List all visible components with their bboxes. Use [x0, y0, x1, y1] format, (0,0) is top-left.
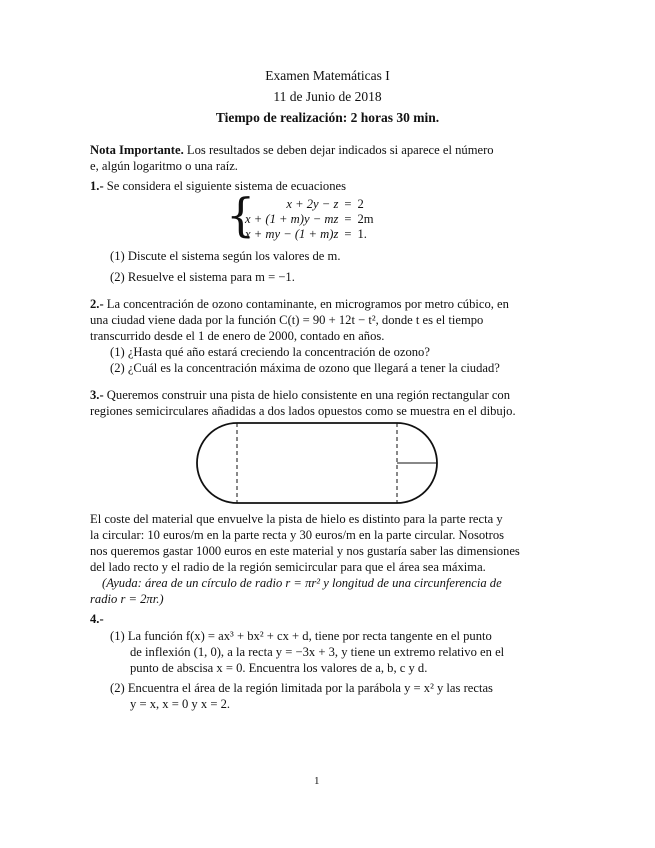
- item-text: ¿Hasta qué año estará creciendo la concentración de ozono?: [127, 345, 430, 359]
- q4-item-1-line-3: punto de abscisa x = 0. Encuentra los valores de a, b, c y d.: [130, 661, 428, 675]
- exam-title: Examen Matemáticas I: [265, 68, 390, 83]
- q2-line-3: transcurrido desde el 1 de enero de 2000, contado en años.: [90, 329, 385, 343]
- q3-line-2: regiones semicirculares añadidas a dos lados opuestos como se muestra en el dibujo.: [90, 404, 516, 418]
- item-text: Discute el sistema según los valores de m.: [127, 249, 341, 263]
- q4-item-2: [110, 680, 493, 697]
- equation-rel: =: [344, 227, 352, 241]
- item-number: (1): [110, 345, 125, 359]
- equation-lhs: x + (1 + m)y − mz: [245, 212, 339, 226]
- equation-rel: =: [344, 212, 352, 226]
- item-number: (1): [110, 629, 125, 643]
- item-number: (2): [110, 361, 125, 375]
- q3-para-1: El coste del material que envuelve la pista de hielo es distinto para la parte recta y: [90, 512, 503, 526]
- equation-lhs: x + my − (1 + m)z: [245, 227, 339, 241]
- item-number: (1): [110, 249, 125, 263]
- q4-item-2-line-2: y = x, x = 0 y x = 2.: [130, 697, 231, 711]
- q3-para-3: nos queremos gastar 1000 euros en este material y nos gustaría saber las dimensiones: [90, 544, 520, 558]
- q4-item-1-line-2: de inflexión (1, 0), a la recta y = −3x + 3, y tiene un extremo relativo en el: [130, 645, 505, 659]
- q1-intro-text: Se considera el siguiente sistema de ecuaciones: [106, 179, 346, 193]
- exam-duration: Tiempo de realización: 2 horas 30 min.: [215, 110, 440, 125]
- equation-lhs: x + 2y − z: [286, 197, 339, 211]
- item-text: Resuelve el sistema para m = −1.: [127, 270, 295, 284]
- item-text: Encuentra el área de la región limitada por la parábola y = x² y las rectas: [127, 681, 493, 695]
- q4-label: 4.-: [90, 612, 104, 626]
- q2-label: 2.-: [90, 297, 104, 311]
- equation-rhs: 1.: [357, 227, 367, 241]
- note-label: Nota Importante.: [90, 143, 184, 157]
- q2-line-2: una ciudad viene dada por la función C(t) = 90 + 12t − t², donde t es el tiempo: [90, 313, 484, 327]
- q3-para-4: del lado recto y el radio de la región semicircular para que el área sea máxima.: [90, 560, 486, 574]
- equation-rhs: 2m: [357, 212, 374, 226]
- item-number: (2): [110, 270, 125, 284]
- note-line-2: e, algún logaritmo o una raíz.: [90, 159, 238, 173]
- q3-text-1: Queremos construir una pista de hielo consistente en una región rectangular con: [106, 388, 511, 402]
- q3-hint-1: (Ayuda: área de un círculo de radio r = πr² y longitud de una circunferencia de: [102, 576, 502, 590]
- equation-rel: =: [344, 197, 352, 211]
- q2-text-1: La concentración de ozono contaminante, en microgramos por metro cúbico, en: [106, 297, 509, 311]
- item-text: La función f(x) = ax³ + bx² + cx + d, tiene por recta tangente en el punto: [127, 629, 492, 643]
- q3-label: 3.-: [90, 388, 104, 402]
- page-number: 1: [314, 775, 320, 787]
- q1-label: 1.-: [90, 179, 104, 193]
- q4-item-1: [110, 628, 492, 645]
- q3-hint-2: radio r = 2πr.): [90, 592, 164, 606]
- exam-date: 11 de Junio de 2018: [273, 89, 382, 104]
- note-text-1: Los resultados se deben dejar indicados si aparece el número: [186, 143, 494, 157]
- system-brace: {: [226, 188, 256, 242]
- item-number: (2): [110, 681, 125, 695]
- q3-para-2: la circular: 10 euros/m en la parte recta y 30 euros/m en la parte circular. Nosotros: [90, 528, 505, 542]
- item-text: ¿Cuál es la concentración máxima de ozono que llegará a tener la ciudad?: [127, 361, 500, 375]
- equation-rhs: 2: [357, 197, 364, 211]
